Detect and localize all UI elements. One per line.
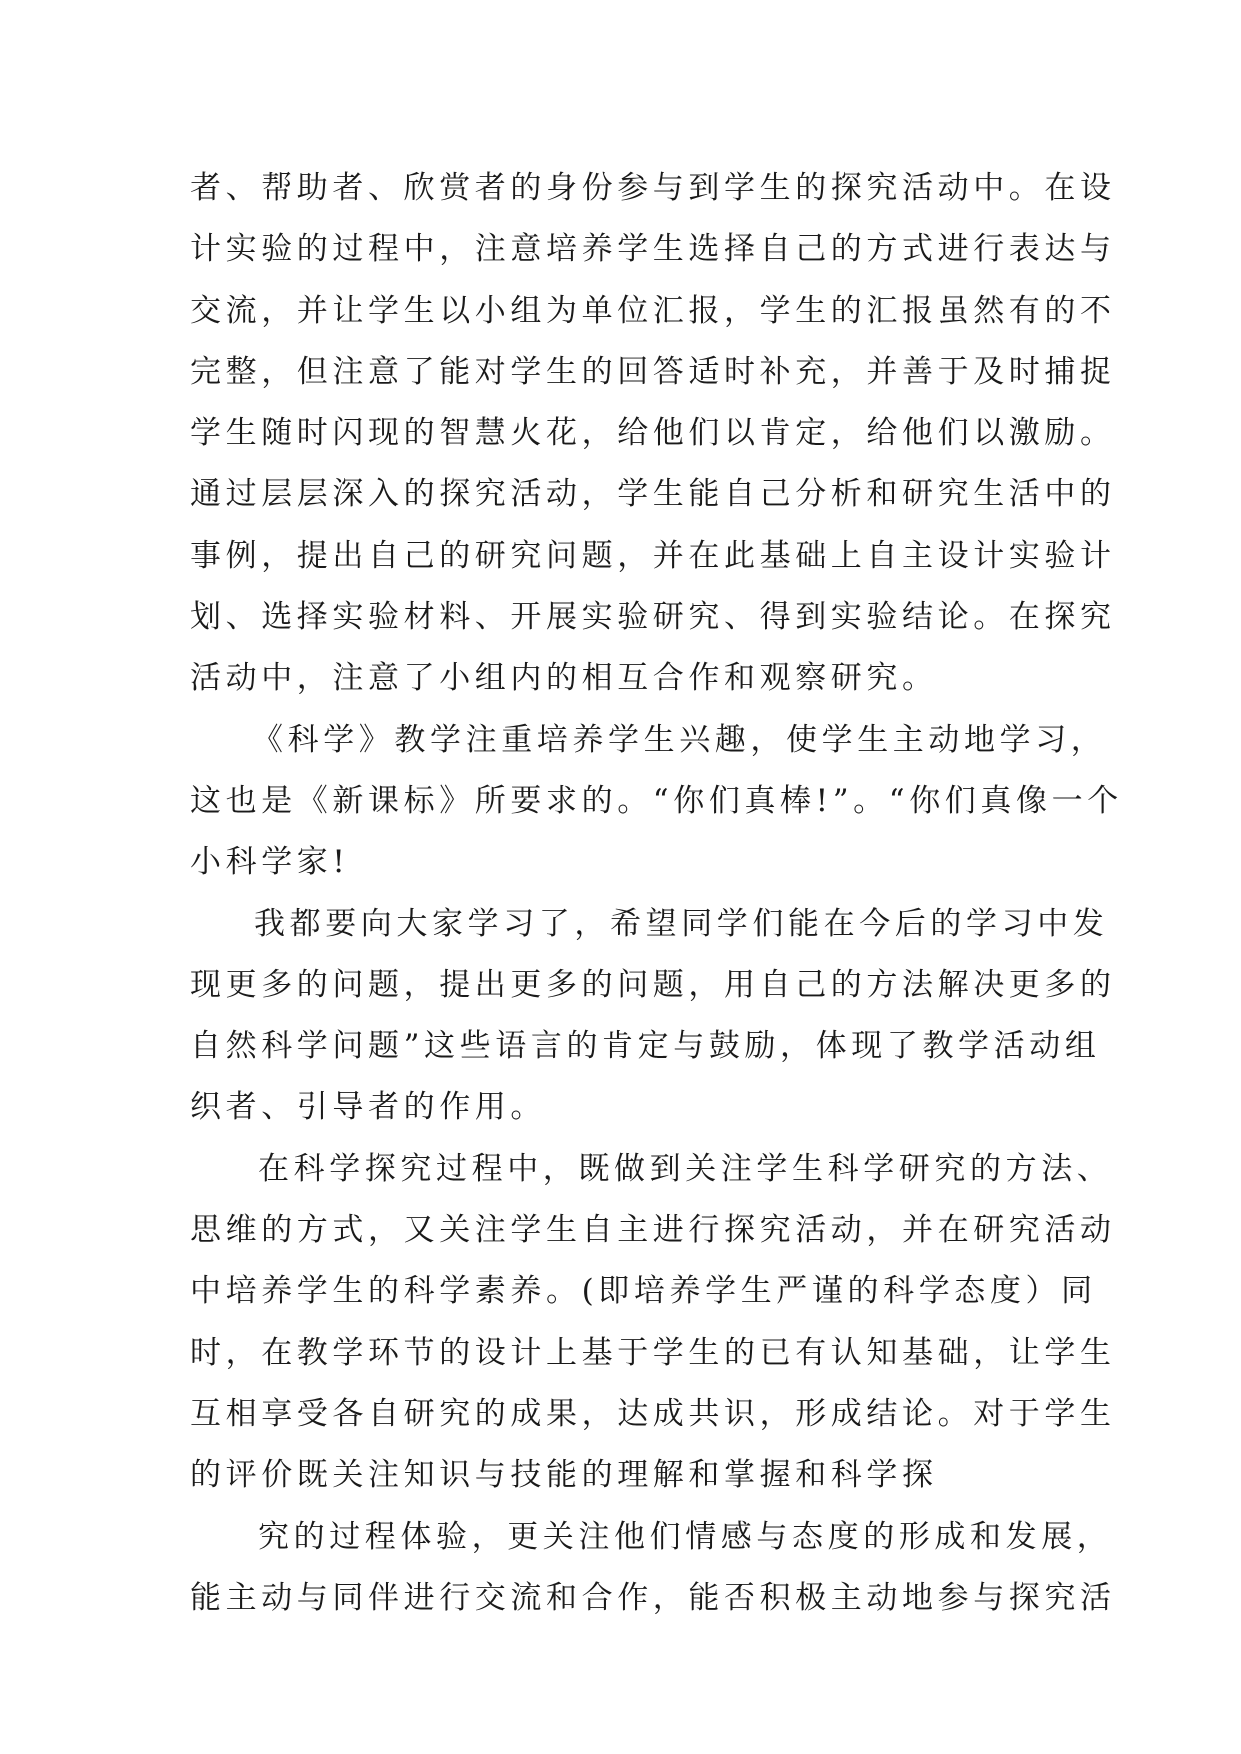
- text-line: 学生随时闪现的智慧火花，给他们以肯定，给他们以激励。: [190, 415, 1116, 452]
- text-line: 小科学家!: [190, 844, 350, 881]
- text-line: 中培养学生的科学素养。(即培养学生严谨的科学态度）同: [190, 1273, 1097, 1310]
- text-line: 的评价既关注知识与技能的理解和掌握和科学探: [190, 1457, 938, 1494]
- text-line: 现更多的问题，提出更多的问题，用自己的方法解决更多的: [190, 966, 1116, 1003]
- text-line: 计实验的过程中，注意培养学生选择自己的方式进行表达与: [190, 231, 1116, 268]
- text-line: 活动中，注意了小组内的相互合作和观察研究。: [190, 660, 938, 697]
- paragraph-start-line: 《科学》教学注重培养学生兴趣，使学生主动地学习，: [252, 721, 1107, 758]
- text-line: 通过层层深入的探究活动，学生能自己分析和研究生活中的: [190, 476, 1116, 513]
- document-body: [190, 158, 1123, 1629]
- text-line: 思维的方式，又关注学生自主进行探究活动，并在研究活动: [190, 1212, 1116, 1249]
- text-line: 时，在教学环节的设计上基于学生的已有认知基础，让学生: [190, 1334, 1116, 1371]
- text-line: 互相享受各自研究的成果，达成共识，形成结论。对于学生: [190, 1395, 1116, 1432]
- paragraph-start-line: 我都要向大家学习了，希望同学们能在今后的学习中发: [254, 905, 1109, 942]
- paragraph-start-line: 在科学探究过程中，既做到关注学生科学研究的方法、: [258, 1150, 1113, 1187]
- text-line: 者、帮助者、欣赏者的身份参与到学生的探究活动中。在设: [190, 170, 1116, 206]
- text-line: 完整，但注意了能对学生的回答适时补充，并善于及时捕捉: [190, 353, 1116, 390]
- text-line: 这也是《新课标》所要求的。“你们真棒!”。“你们真像一个: [190, 782, 1123, 819]
- text-line: 交流，并让学生以小组为单位汇报，学生的汇报虽然有的不: [190, 292, 1116, 329]
- text-line: 事例，提出自己的研究问题，并在此基础上自主设计实验计: [190, 537, 1116, 574]
- text-line: 自然科学问题”这些语言的肯定与鼓励，体现了教学活动组: [190, 1028, 1101, 1065]
- text-line: 能主动与同伴进行交流和合作，能否积极主动地参与探究活: [190, 1579, 1116, 1616]
- paragraph-start-line: 究的过程体验，更关注他们情感与态度的形成和发展，: [258, 1518, 1113, 1555]
- text-line: 划、选择实验材料、开展实验研究、得到实验结论。在探究: [190, 599, 1116, 636]
- text-line: 织者、引导者的作用。: [190, 1089, 546, 1126]
